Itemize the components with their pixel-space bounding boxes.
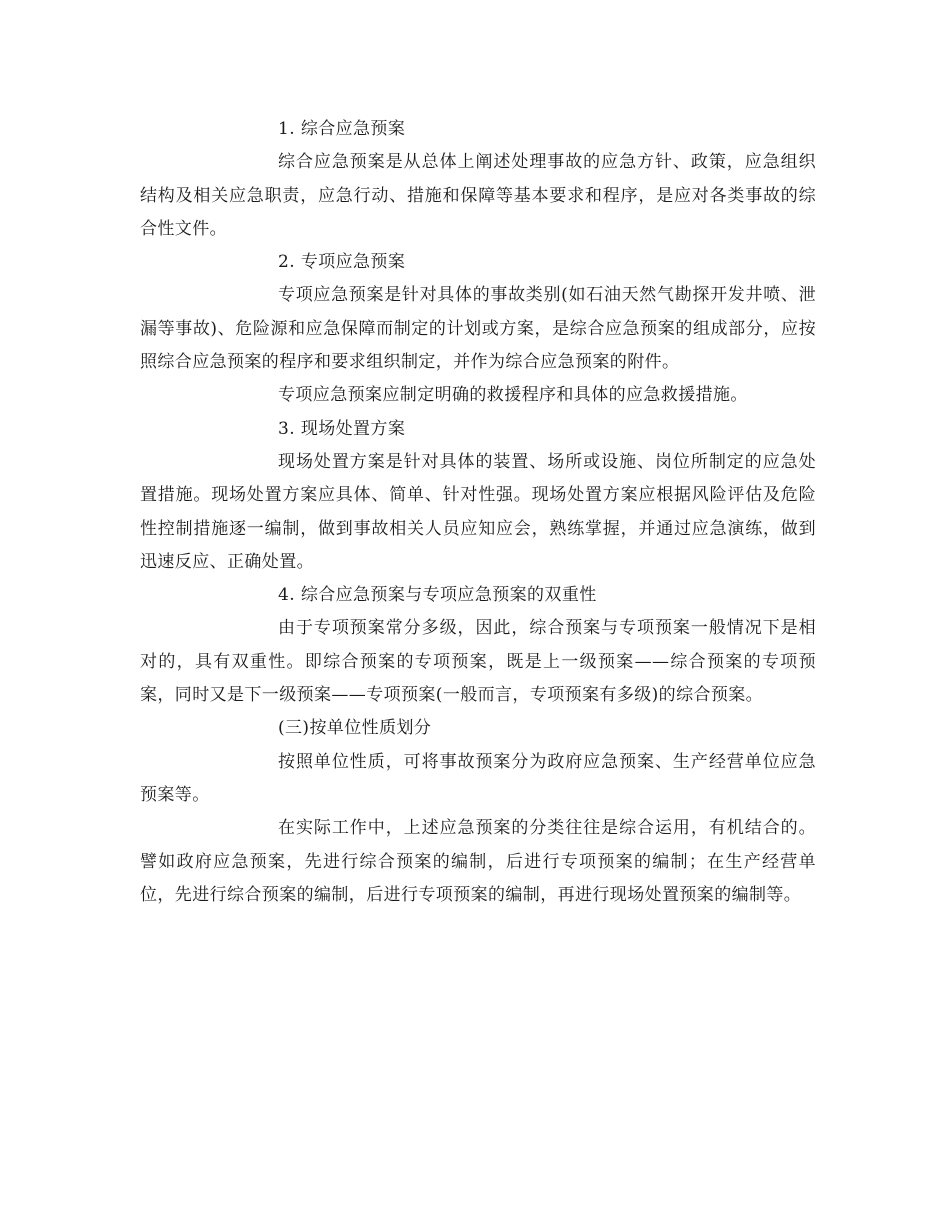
paragraph-by-unit-nature: 按照单位性质，可将事故预案分为政府应急预案、生产经营单位应急预案等。 [140, 751, 816, 805]
paragraph-special-plan: 专项应急预案是针对具体的事故类别(如石油天然气勘探开发井喷、泄漏等事故)、危险源和应急保障而制定的计划或方案，是综合应急预案的组成部分，应按照综合应急预案的程序和要求组织制定，并作为综合应急预案的附件。 [140, 285, 816, 373]
paragraph-onsite-plan: 现场处置方案是针对具体的装置、场所或设施、岗位所制定的应急处置措施。现场处置方案应具体、简单、针对性强。现场处置方案应根据风险评估及危险性控制措施逐一编制，做到事故相关人员应知应会，熟练掌握，并通过应急演练，做到迅速反应、正确处置。 [140, 451, 816, 572]
section-heading-by-unit-nature: (三)按单位性质划分 [278, 718, 432, 739]
paragraph-practical-application: 在实际工作中，上述应急预案的分类往往是综合运用，有机结合的。譬如政府应急预案，先进行综合预案的编制，后进行专项预案的编制；在生产经营单位，先进行综合预案的编制，后进行专项预案的编制，再进行现场处置预案的编制等。 [140, 818, 816, 905]
paragraph-duality: 由于专项预案常分多级，因此，综合预案与专项预案一般情况下是相对的，具有双重性。即综合预案的专项预案，既是上一级预案——综合预案的专项预案，同时又是下一级预案——专项预案(一般而言，专项预案有多级)的综合预案。 [140, 618, 816, 706]
section-heading-special-plan: 2. 专项应急预案 [278, 252, 406, 273]
section-heading-duality: 4. 综合应急预案与专项应急预案的双重性 [278, 585, 597, 606]
section-heading-comprehensive-plan: 1. 综合应急预案 [278, 119, 406, 139]
paragraph-comprehensive-plan: 综合应急预案是从总体上阐述处理事故的应急方针、政策，应急组织结构及相关应急职责，应急行动、措施和保障等基本要求和程序，是应对各类事故的综合性文件。 [140, 152, 816, 239]
section-heading-onsite-plan: 3. 现场处置方案 [278, 418, 406, 439]
paragraph-special-plan-measures: 专项应急预案应制定明确的救援程序和具体的应急救援措施。 [278, 385, 748, 406]
document-body [140, 113, 816, 912]
